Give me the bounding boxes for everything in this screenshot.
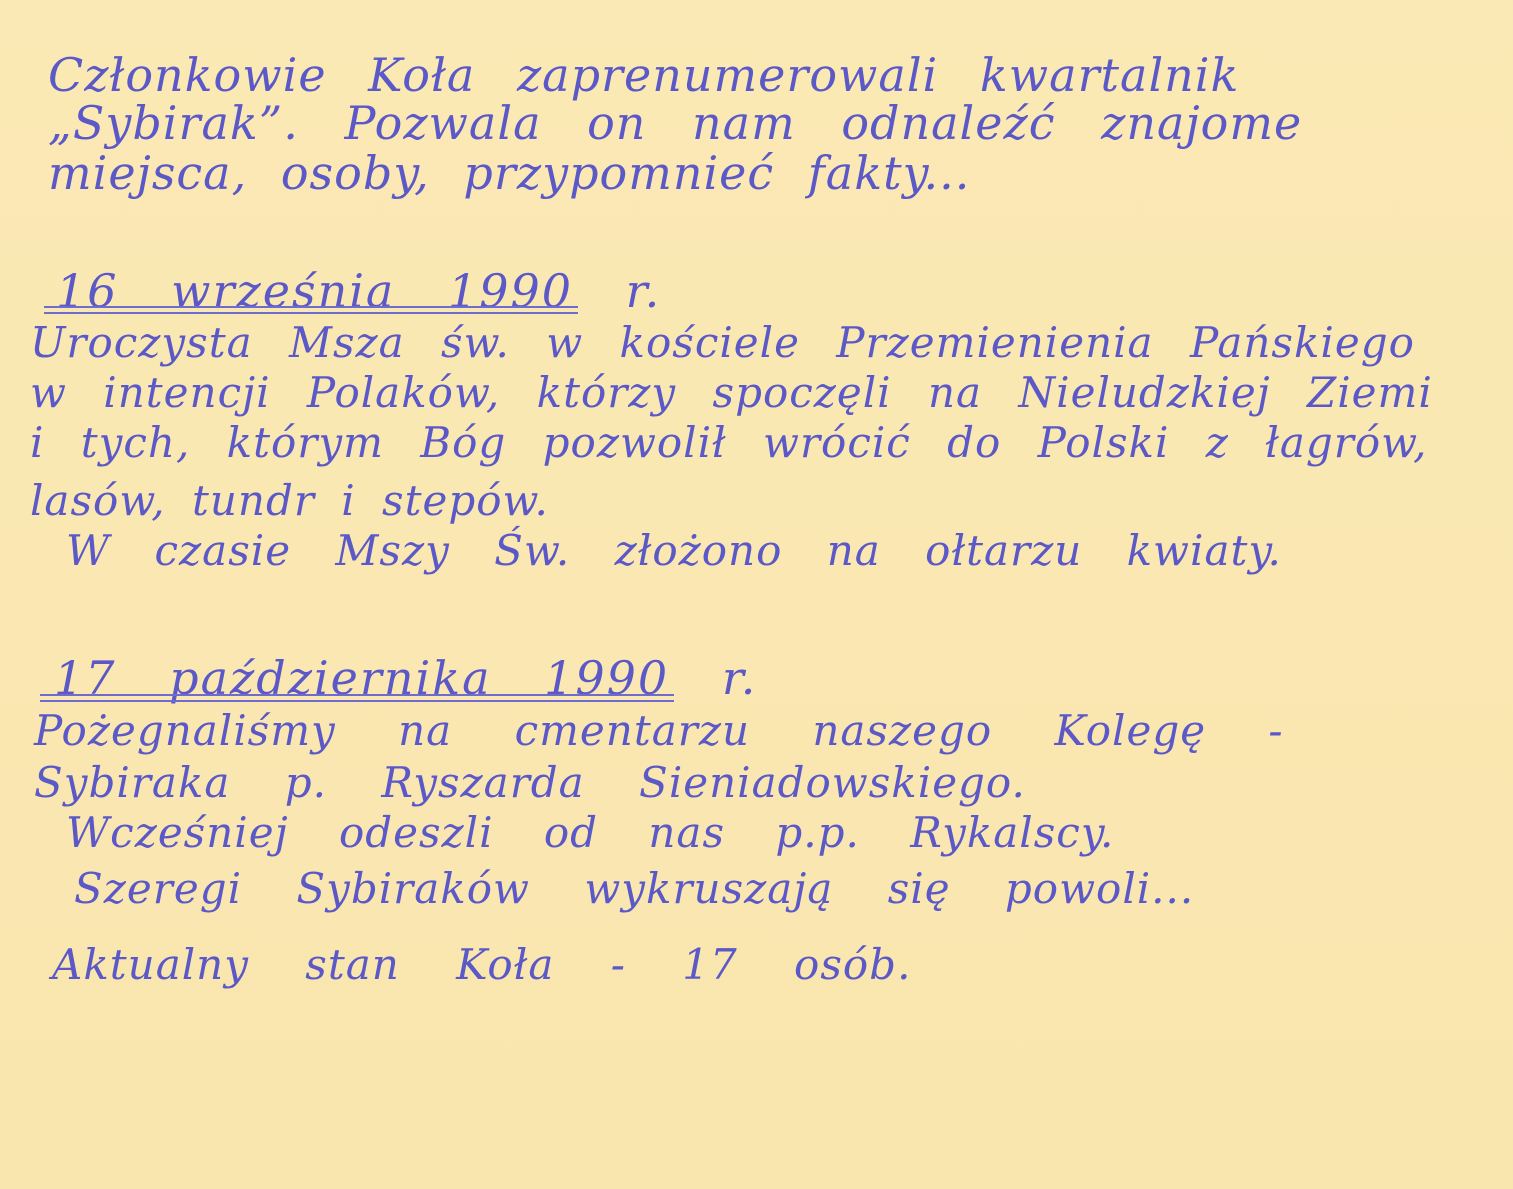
entry-2-line-4: Szeregi Sybiraków wykruszają się powoli...	[74, 864, 1195, 913]
entry-1-line-3: i tych, którym Bóg pozwolił wrócić do Polski z łagrów,	[30, 418, 1428, 467]
entry-2-line-3: Wcześniej odeszli od nas p.p. Rykalscy.	[66, 808, 1115, 857]
entry-1-line-2: w intencji Polaków, którzy spoczęli na Nieludzkiej Ziemi	[30, 368, 1433, 417]
intro-line-3: miejsca, osoby, przypomnieć fakty...	[48, 146, 971, 200]
date-underline-2	[40, 694, 674, 696]
intro-line-2: „Sybirak”. Pozwala on nam odnaleźć znajome	[48, 96, 1303, 150]
entry-1-line-1: Uroczysta Msza św. w kościele Przemienienia Pańskiego	[30, 318, 1415, 367]
entry-2-line-1: Pożegnaliśmy na cmentarzu naszego Kolegę -	[34, 706, 1284, 755]
date-underline-1	[44, 306, 578, 308]
entry-2-line-2: Sybiraka p. Ryszarda Sieniadowskiego.	[34, 758, 1026, 807]
entry-date-1: 16 września 1990 r.	[56, 264, 662, 318]
entry-2-line-5: Aktualny stan Koła - 17 osób.	[52, 940, 912, 989]
entry-date-2: 17 października 1990 r.	[54, 651, 758, 705]
intro-line-1: Członkowie Koła zaprenumerowali kwartalnik	[48, 48, 1240, 102]
entry-1-line-5: W czasie Mszy Św. złożono na ołtarzu kwiaty.	[66, 526, 1282, 575]
entry-1-line-4: lasów, tundr i stepów.	[30, 476, 549, 525]
